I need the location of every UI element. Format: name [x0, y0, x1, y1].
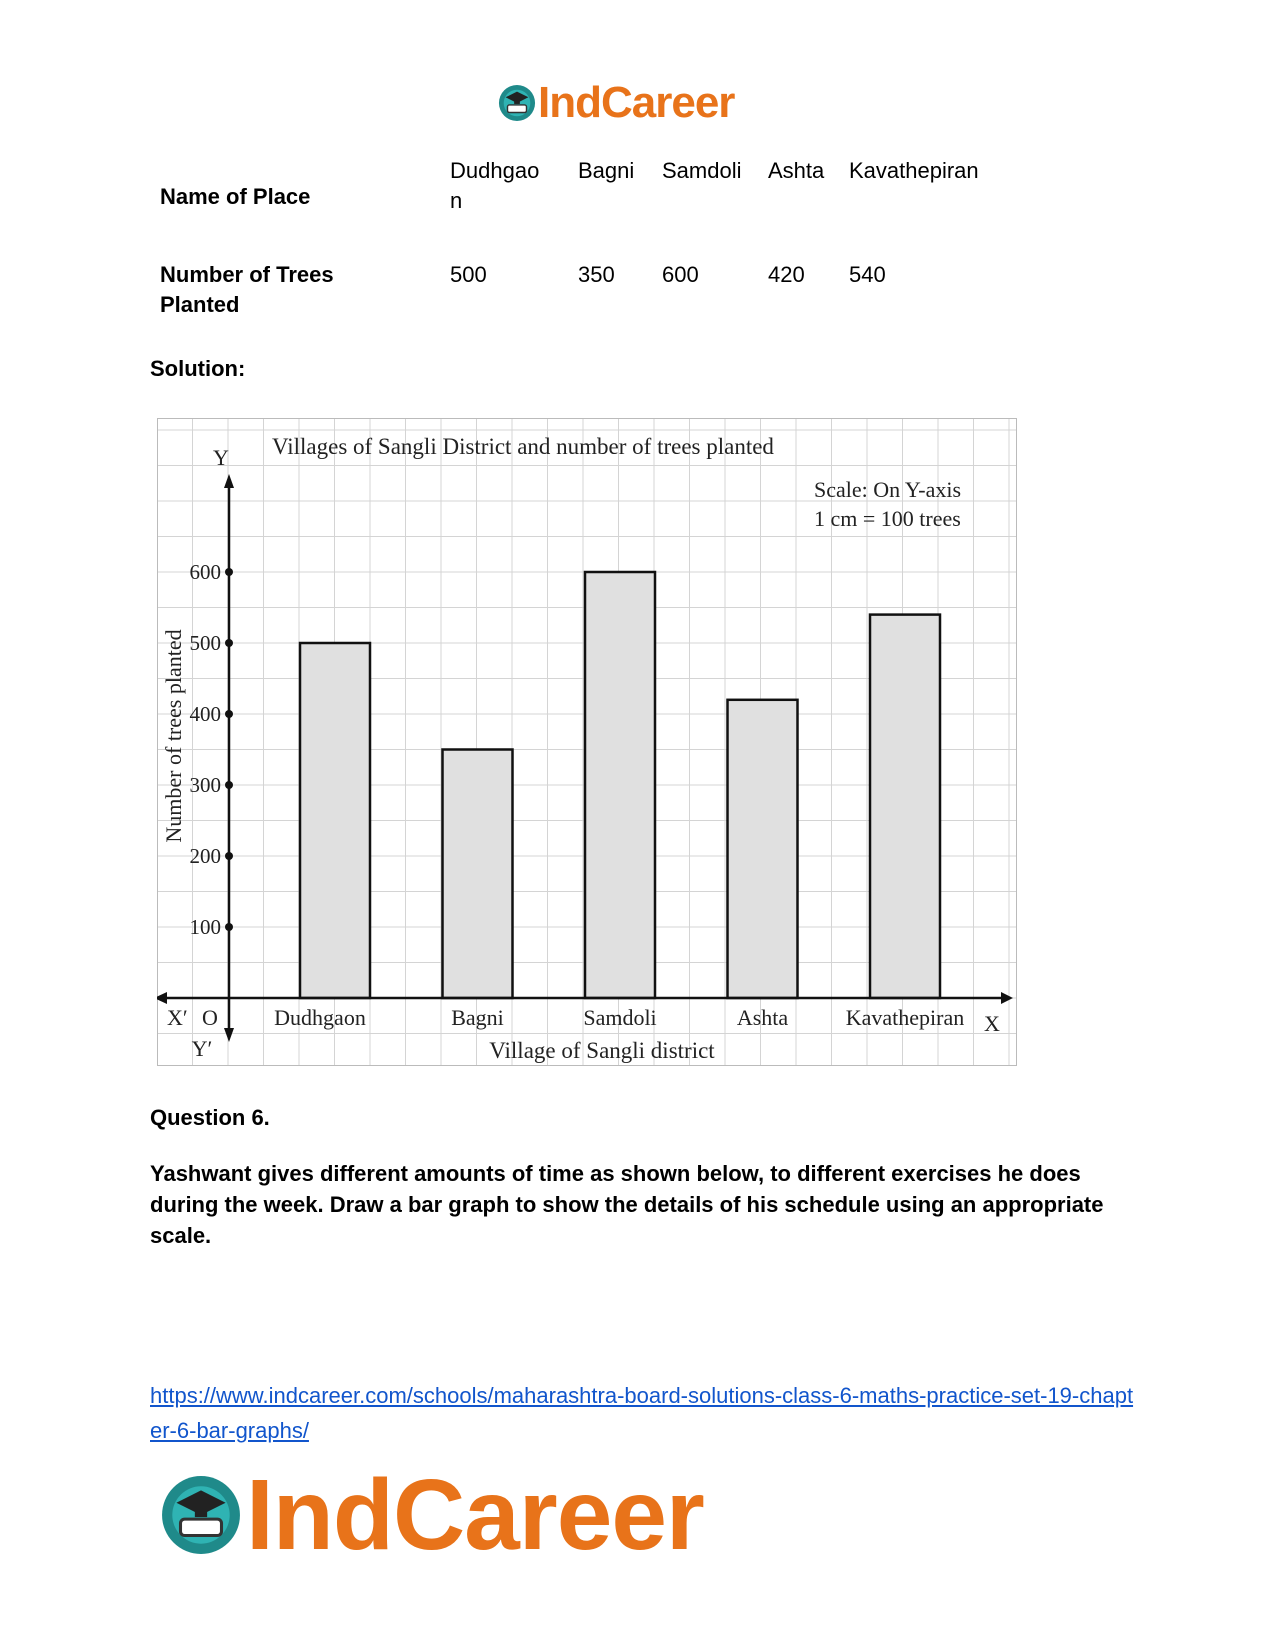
row-header-trees: Number of Trees Planted: [160, 262, 334, 317]
question-number: Question 6.: [150, 1105, 270, 1130]
y-tick-label: 300: [189, 773, 221, 797]
x-axis-arrow: [1001, 992, 1013, 1004]
bar: [585, 572, 655, 998]
solution-label: Solution:: [150, 356, 246, 381]
x-neg-letter: X′: [167, 1005, 188, 1030]
question-text: Yashwant gives different amounts of time as shown below, to different exercises he does during the week. Draw a bar graph to show the details of his schedule using an appropriate scale.: [150, 1161, 1104, 1248]
trees-cell: 500: [450, 262, 487, 287]
y-tick-label: 600: [189, 560, 221, 584]
x-tick-label: Kavathepiran: [845, 1005, 965, 1030]
brand-name: IndCareer: [246, 1459, 704, 1571]
brand-name: IndCareer: [538, 78, 735, 127]
x-axis-arrow: [157, 992, 167, 1004]
y-tick-dot: [225, 710, 233, 718]
y-axis-title: Number of trees planted: [161, 629, 186, 843]
x-axis-letter: X: [984, 1011, 1000, 1036]
place-cell: Samdoli: [662, 158, 742, 183]
y-tick-dot: [225, 781, 233, 789]
scale-note: Scale: On Y-axis: [814, 477, 962, 502]
y-tick-label: 200: [189, 844, 221, 868]
scale-note: 1 cm = 100 trees: [814, 506, 961, 531]
source-link[interactable]: https://www.indcareer.com/schools/maharashtra-board-solutions-class-6-maths-practice-set-19-chapter-6-bar-graphs/: [150, 1383, 1134, 1443]
y-axis-arrow: [224, 474, 234, 488]
x-tick-label: Ashta: [736, 1005, 789, 1030]
y-tick-dot: [225, 852, 233, 860]
place-cell: Bagni: [578, 158, 635, 183]
x-axis-title: Village of Sangli district: [489, 1038, 715, 1063]
y-tick-dot: [225, 639, 233, 647]
trees-cell: 350: [578, 262, 615, 287]
x-tick-label: Bagni: [451, 1005, 504, 1030]
y-tick-dot: [225, 923, 233, 931]
trees-cell: 600: [662, 262, 699, 287]
brand-logo-large: [160, 1460, 704, 1570]
bar: [300, 643, 370, 998]
trees-cell: 420: [768, 262, 805, 287]
graduation-cap-book-icon: [498, 84, 536, 122]
y-tick-label: 400: [189, 702, 221, 726]
bar: [728, 700, 798, 998]
place-cell: Dudhgao n: [450, 158, 540, 213]
bar: [870, 615, 940, 998]
x-tick-label: Samdoli: [583, 1005, 657, 1030]
bar-chart: [157, 418, 1017, 1066]
x-tick-label: Dudhgaon: [274, 1005, 366, 1030]
chart-title: Villages of Sangli District and number of trees planted: [272, 434, 774, 459]
trees-cell: 540: [849, 262, 886, 287]
y-tick-dot: [225, 568, 233, 576]
bar-chart-figure: [157, 418, 1017, 1066]
place-cell: Kavathepiran: [849, 158, 979, 183]
brand-logo: [498, 78, 734, 128]
y-neg-letter: Y′: [191, 1036, 213, 1061]
y-axis-arrow: [224, 1028, 234, 1042]
origin-label: O: [202, 1005, 218, 1030]
y-tick-label: 500: [189, 631, 221, 655]
y-tick-label: 100: [189, 915, 221, 939]
bar: [443, 750, 513, 999]
place-cell: Ashta: [768, 158, 825, 183]
y-axis-letter: Y: [213, 445, 229, 470]
graduation-cap-book-icon: [160, 1474, 242, 1556]
row-header-place: Name of Place: [160, 184, 311, 209]
